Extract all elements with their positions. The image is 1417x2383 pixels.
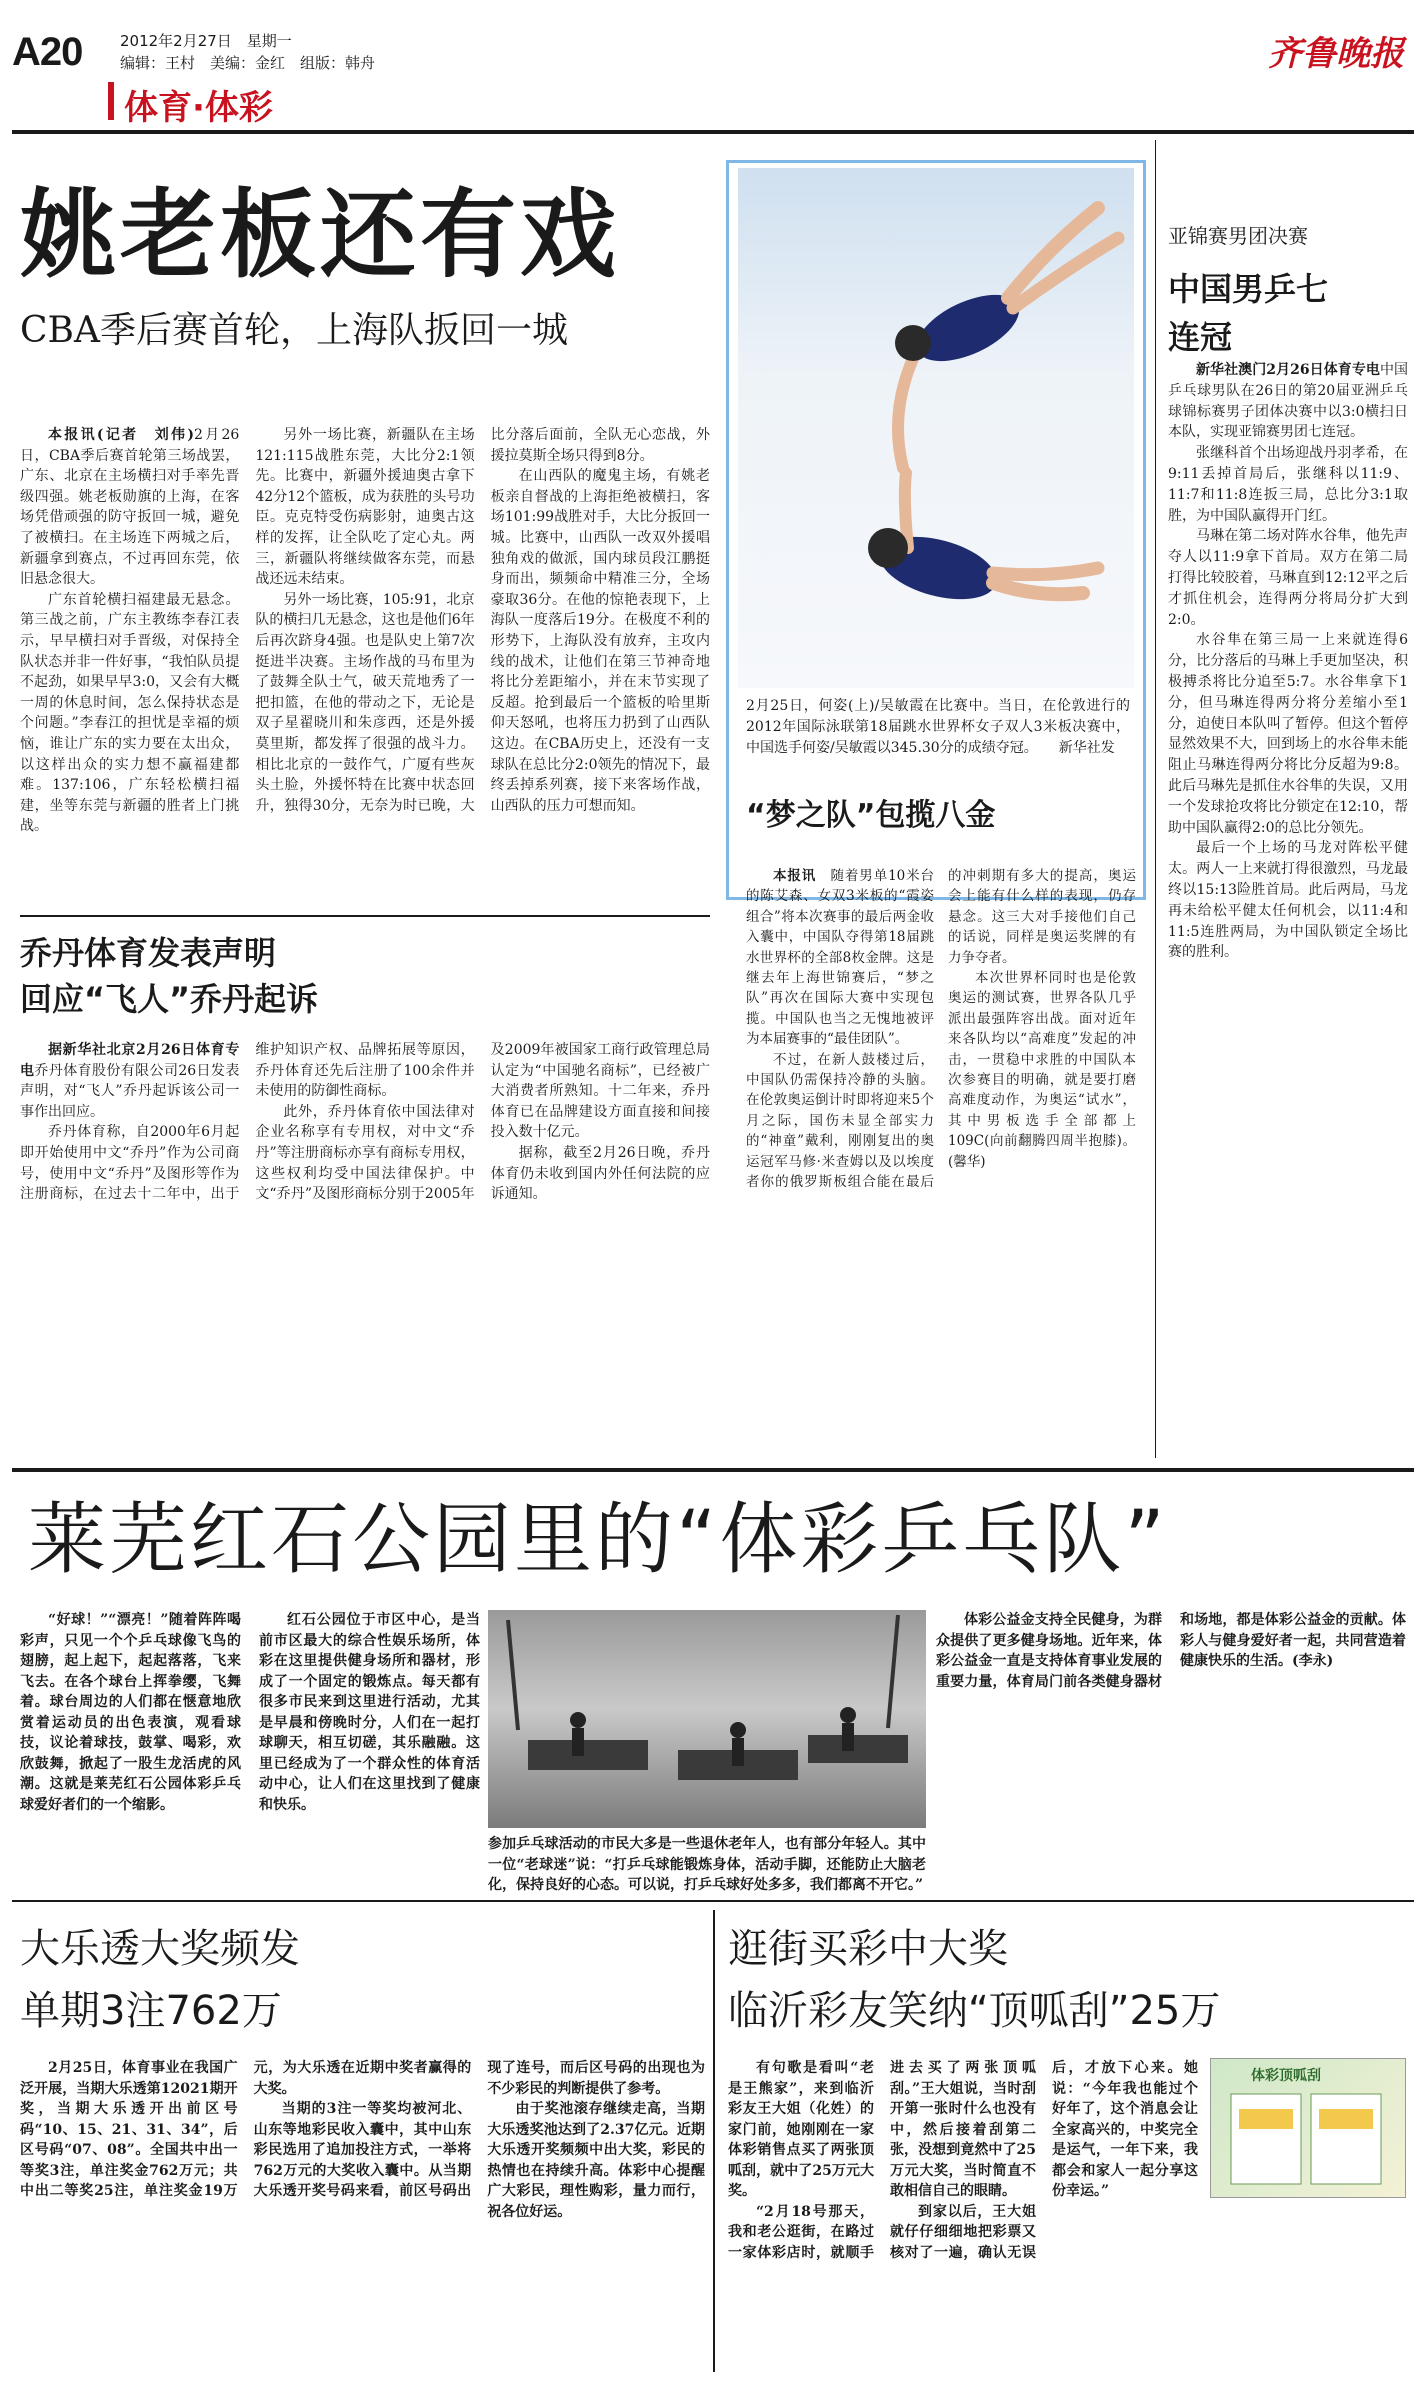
headline-linyi-1: 逛街买彩中大奖: [728, 1926, 1008, 1972]
story-yao-para-3: 另外一场比赛，新疆队在主场121:115战胜东莞，大比分2:1领先。比赛中，新疆外援迪奥古拿下42分12个篮板，成为获胜的头号功臣。克克特受伤病影射，迪奥古这样的发挥，让全队吃了定心丸。两三，新疆队将继续做客东莞，而悬战还远未结束。: [255, 427, 475, 588]
headline-dream-team: “梦之队”包揽八金: [746, 798, 996, 833]
headline-qiaodan-1: 乔丹体育发表声明: [20, 934, 277, 972]
park-scene-illustration: [488, 1610, 926, 1828]
paper-name: 齐鲁晚报: [1268, 34, 1404, 74]
story-linyi-para-1: 有句歌是看叫“老是王熊家”，来到临沂彩友王大姐（化姓）的家门前，她刚刚在一家体彩销售点买了两张顶呱刮，就中了25万元大奖。: [728, 2060, 874, 2199]
story-pingpong-lead: 新华社澳门2月26日体育专电: [1196, 362, 1380, 378]
story-qiaodan-para-4: 据称，截至2月26日晚，乔丹体育仍未收到国内外任何法院的应诉通知。: [490, 1144, 710, 1203]
section-title: 体育·体彩: [124, 88, 273, 128]
subhead-yao: CBA季后赛首轮，上海队扳回一城: [20, 310, 568, 351]
bottom-col-divider: [713, 1910, 715, 2372]
story-yao-para-4: 另外一场比赛，105:91，北京队的横扫几无悬念，这也是他们6年后再次跻身4强。也是队史上第7次挺进半决赛。主场作战的马布里为了鼓舞全队士气，破天荒地秀了一把扣篮，在他的带动之下，无论是双子星翟晓川和朱彦西，还是外援莫里斯，都发挥了很强的战斗力。相比北京的一鼓作气，广厦有些灰头土脸，外援怀特在比赛中状态回升，独得30分，无奈为时已晚，大比分落后面前，全队无心恋战，外援拉莫斯全场只得到8分。: [255, 427, 710, 814]
story-linyi-body: [728, 2058, 1198, 2370]
lottery-ad-image: [1210, 2058, 1406, 2198]
story-dream-body: [746, 866, 1136, 1456]
top-section-bottom-rule: [12, 1468, 1414, 1472]
story-daletou-para-3: 由于奖池滚存继续走高，当期大乐透奖池达到了2.37亿元。近期大乐透开奖频频中出大奖，彩民的热情也在持续升高。体彩中心提醒广大彩民，理性购彩，量力而行，祝各位好运。: [487, 2101, 705, 2220]
story-pingpong-para-2: 张继科首个出场迎战丹羽孝希，在9:11丢掉首局后，张继科以11:9、11:7和11:8连扳三局，总比分3:1取胜，为中国队赢得开门红。: [1168, 445, 1408, 524]
kicker-pingpong: 亚锦赛男团决赛: [1168, 224, 1308, 248]
story-qiaodan-lead: 据新华社北京2月26日体育专电: [20, 1042, 240, 1079]
story-laiwu-para-4: 体彩公益金支持全民健身，为群众提供了更多健身场地。近年来，体彩公益金一直是支持体育事业发展的重要力量，体育局门前各类健身器材和场地，都是体彩公益金的贡献。体彩人与健身爱好者一起，共同营造着健康快乐的生活。(李永): [936, 1612, 1406, 1690]
story-pingpong: [1168, 220, 1408, 361]
headline-qiaodan-2: 回应“飞人”乔丹起诉: [20, 980, 319, 1018]
story-linyi-para-2: “2月18号那天，我和老公逛街，在路过一家体彩店时，就顺手进去买了两张顶呱刮。”王大姐说，当时刮开第一张时什么也没有中，然后接着刮第二张，没想到竟然中了25万元大奖，当时简直不敢相信自己的眼睛。: [728, 2060, 1036, 2261]
page-number: A20: [12, 30, 83, 74]
story-pingpong-para-5: 最后一个上场的马龙对阵松平健太。两人一上来就打得很激烈，马龙最终以15:13险胜首局。此后两局，马龙再未给松平健太任何机会，以11:4和11:5连胜两局，为中国队锁定全场比赛的胜利。: [1168, 840, 1408, 961]
divers-illustration: [738, 168, 1134, 688]
story-daletou-para-1: 2月25日，体育事业在我国广泛开展，当期大乐透第12021期开奖，当期大乐透开出前区号码“10、15、21、31、34”，后区号码“07、08”。全国共中出一等奖3注，单注奖金762万元；共中出二等奖25注，单注奖金19万元，为大乐透在近期中奖者赢得的大奖。: [20, 2060, 472, 2199]
story-linyi-para-3: 到家以后，王大姐就仔仔细细地把彩票又核对了一遍，确认无误后，才放下心来。她说：“今年我也能过个好年了，这个消息会让全家高兴的，中奖完全是运气，一年下来，我都会和家人一起分享这份幸运。”: [890, 2060, 1198, 2261]
story-pingpong-body: [1168, 360, 1408, 1460]
story-laiwu-body-left: [20, 1610, 480, 1880]
laiwu-bottom-rule: [12, 1900, 1414, 1902]
story-qiaodan-para-1: 乔丹体育股份有限公司26日发表声明，对“飞人”乔丹起诉该公司一事作出回应。: [20, 1062, 240, 1120]
story-dream-para-3: 本次世界杯同时也是伦敦奥运的测试赛，世界各队几乎派出最强阵容出战。面对近年来各队均以“高难度”发起的冲击，一贯稳中求胜的中国队本次参赛目的明确，就是要打磨高难度动作，为奥运“试水”，其中男板选手全部都上109C(向前翻腾四周半抱膝)。(馨华): [948, 970, 1136, 1170]
story-yao-para-1: 2月26日，CBA季后赛首轮第三场战罢，广东、北京在主场横扫对手率先晋级四强。姚老板勋旗的上海，在客场凭借顽强的防守扳回一城，避免了被横扫。在主场连下两城之后，新疆拿到赛点，不过再回东莞，依旧悬念很大。: [20, 427, 240, 588]
story-dream-para-1: 随着男单10米台的陈艾森、女双3米板的“霞姿组合”将本次赛事的最后两金收入囊中，中国队夺得第18届跳水世界杯的全部8枚金牌。这是继去年上海世锦赛后，“梦之队”再次在国际大赛中实现包揽。中国队也当之无愧地被评为本届赛事的“最佳团队”。: [746, 868, 935, 1048]
story-laiwu-para-1: “好球！”“漂亮！”随着阵阵喝彩声，只见一个个乒乓球像飞鸟的翅膀，起上起下，起起落落，飞来飞去。在各个球台上挥拳缨，飞舞着。球台周边的人们都在惬意地欣赏着运动员的出色表演，观看球技，议论着球技，鼓掌、喝彩，欢欣鼓舞，掀起了一股生龙活虎的风潮。这就是莱芜红石公园体彩乒乓球爱好者们的一个缩影。: [20, 1612, 241, 1813]
story-laiwu-body-right: [936, 1610, 1406, 1880]
masthead-rule: [12, 130, 1414, 134]
story-laiwu-para-3: 参加乒乓球活动的市民大多是一些退休老年人，也有部分年轻人。其中一位“老球迷”说：“打乒乓球能锻炼身体，活动手脚，还能防止大脑老化，保持良好的心态。可以说，打乒乓球好处多多，我们都离不开它。”: [488, 1836, 926, 1893]
lottery-ad-label: 体彩顶呱刮: [1251, 2068, 1321, 2084]
story-qiaodan-para-3: 此外，乔丹体育依中国法律对企业名称享有专用权，对中文“乔丹”等注册商标亦享有商标专用权，这些权利均受中国法律保护。中文“乔丹”及图形商标分别于2005年及2009年被国家工商行政管理总局认定为“中国驰名商标”，已经被广大消费者所熟知。十二年来，乔丹体育已在品牌建设方面直接和间接投入数十亿元。: [255, 1042, 710, 1203]
story-yao: [20, 180, 710, 353]
diving-photo: [738, 168, 1134, 688]
story-yao-para-2: 广东首轮横扫福建最无悬念。第三战之前，广东主教练李春江表示，早早横扫对手晋级，对保持全队状态并非一件好事，“我怕队员提不起劲，如果早早3:0，又会有大概一周的休息时间，怎么保持状态是个问题。”李春江的担忧是幸福的烦恼，谁让广东的实力要在太出众，以这样出众的实力想不赢福建都难。137:106，广东轻松横扫福建，坐等东莞与新疆的胜者上门挑战。: [20, 591, 240, 835]
story-yao-para-5: 在山西队的魔鬼主场，有姚老板亲自督战的上海拒绝被横扫，客场101:99战胜对手，大比分扳回一城。比赛中，山西队一改双外援唱独角戏的做派，国内球员段江鹏挺身而出，频频命中精准三分，全场豪取36分。在他的惊艳表现下，上海队一度落后19分。在极度不利的形势下，上海队没有放弃，主攻内线的战术，让他们在第三节神奇地将比分差距缩小，并在末节实现了反超。抢到最后一个篮板的哈里斯仰天怒吼，也将压力扔到了山西队这边。在CBA历史上，还没有一支球队在总比分2:0领先的情况下，最终丢掉系列赛，接下来客场作战，山西队的压力可想而知。: [490, 468, 710, 814]
story-yao-lead: 本报讯(记者 刘伟): [48, 427, 194, 443]
story-dream-lead: 本报讯: [773, 868, 817, 884]
section-red-bar: [108, 82, 114, 120]
story-dream-para-2: 不过，在新人鼓楼过后，中国队仍需保持冷静的头脑。在伦敦奥运倒计时即将迎来5个月之际，国伤未显全部实力的“神童”戴利，刚刚复出的奥运冠军马修·米查姆以及以埃度者你的俄罗斯板组合能在最后的冲刺期有多大的提高，奥运会上能有什么样的表现，仍存悬念。这三大对手接他们自己的话说，同样是奥运奖牌的有力争夺者。: [746, 868, 1136, 1191]
story-qiaodan-para-2: 乔丹体育称，自2000年6月起即开始使用中文“乔丹”作为公司商号，使用中文“乔丹”及图形等作为注册商标，在过去十二年中，出于维护知识产权、品牌拓展等原因，乔丹体育还先后注册了100余件并未使用的防御性商标。: [20, 1042, 475, 1203]
editor-credits: 编辑：王村 美编：金红 组版：韩舟: [120, 54, 376, 72]
diving-photo-caption: 2月25日，何姿(上)/吴敏霞在比赛中。当日，在伦敦进行的2012年国际泳联第18届跳水世界杯女子双人3米板决赛中，中国选手何姿/吴敏霞以345.30分的成绩夺冠。 新华社发: [746, 698, 1130, 756]
headline-pingpong: 中国男乒七连冠: [1168, 270, 1329, 356]
story-yao-body: [20, 425, 710, 905]
story-yao-rule: [20, 915, 710, 917]
story-linyi: [728, 1918, 1408, 2042]
headline-daletou-2: 单期3注762万: [20, 1988, 282, 2034]
headline-laiwu: 莱芜红石公园里的“体彩乒乓队”: [28, 1495, 1168, 1585]
story-daletou-body: [20, 2058, 705, 2370]
story-pingpong-para-3: 马琳在第二场对阵水谷隼，他先声夺人以11:9拿下首局。双方在第二局打得比较胶着，马琳直到12:12平之后才抓住机会，连得两分将局分扩大到2:0。: [1168, 528, 1408, 628]
story-pingpong-para-1: 中国乒乓球男队在26日的第20届亚洲乒乓球锦标赛男子团体决赛中以3:0横扫日本队，实现亚锦赛男团七连冠。: [1168, 362, 1408, 441]
right-col-divider: [1155, 140, 1156, 1458]
issue-date: 2012年2月27日 星期一: [120, 32, 292, 50]
story-daletou-para-2: 当期的3注一等奖均被河北、山东等地彩民收入囊中，其中山东彩民选用了追加投注方式，一举将762万元的大奖收入囊中。从当期大乐透开奖号码来看，前区号码出现了连号，而后区号码的出现也为不少彩民的判断提供了参考。: [253, 2060, 705, 2199]
masthead: [0, 0, 1417, 130]
headline-yao: 姚老板还有戏: [20, 179, 620, 291]
headline-linyi-2: 临沂彩友笑纳“顶呱刮”25万: [728, 1988, 1221, 2034]
story-pingpong-para-4: 水谷隼在第三局一上来就连得6分，比分落后的马琳上手更加坚决，积极搏杀将比分追至5:7。水谷隼拿下1分，但马琳连得两分将分差缩小至1分，迫使日本队叫了暂停。但这个暂停显然效果不大，回到场上的水谷隼未能阻止马琳连得两分将比分反超为9:8。此后马琳先是抓住水谷隼的失误，又用一个发球抢攻将比分锁定在12:10，帮助中国队赢得2:0的总比分领先。: [1168, 632, 1408, 836]
story-qiaodan: [20, 930, 710, 1022]
story-laiwu-para-2: 红石公园位于市区中心，是当前市区最大的综合性娱乐场所，体彩在这里提供健身场所和器材，形成了一个固定的锻炼点。每天都有很多市民来到这里进行活动，尤其是早晨和傍晚时分，人们在一起打球聊天，相互切磋，其乐融融。这里已经成为了一个群众性的体育活动中心，让人们在这里找到了健康和快乐。: [259, 1612, 480, 1813]
story-daletou: [20, 1918, 700, 2042]
laiwu-photo: [488, 1610, 926, 1828]
headline-daletou-1: 大乐透大奖频发: [20, 1926, 300, 1972]
story-qiaodan-body: [20, 1040, 710, 1450]
